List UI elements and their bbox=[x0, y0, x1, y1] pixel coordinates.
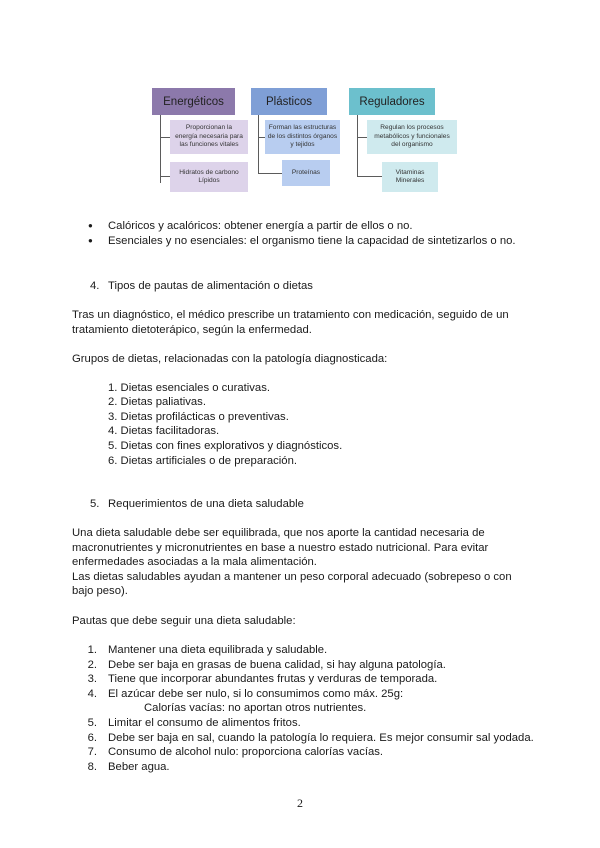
section-number: 4. bbox=[90, 280, 100, 292]
list-item: Tiene que incorporar abundantes frutas y verduras de temporada. bbox=[108, 673, 438, 685]
list-number: 8. bbox=[87, 761, 97, 773]
energeticos-connector-branch bbox=[160, 137, 170, 138]
list-item: Beber agua. bbox=[108, 761, 170, 773]
bullet-item bbox=[88, 234, 93, 248]
list-number: 3. bbox=[87, 673, 97, 685]
reguladores-header bbox=[349, 88, 435, 115]
reguladores-function-box bbox=[367, 120, 457, 154]
plasticos-connector-branch bbox=[258, 173, 282, 174]
box-line: de los distintos órganos bbox=[267, 132, 338, 140]
box-line: las funciones vitales bbox=[179, 141, 239, 149]
box-line: Minerales bbox=[395, 177, 425, 184]
list-item: 3. Dietas profilácticas o preventivas. bbox=[108, 411, 289, 423]
reguladores-connector-branch bbox=[357, 176, 382, 177]
energeticos-function-box bbox=[170, 120, 248, 154]
page-number: 2 bbox=[297, 796, 303, 810]
paragraph-line: enfermedades asociadas a la mala alimentación. bbox=[72, 556, 317, 568]
box-line: Hidratos de carbono bbox=[179, 168, 239, 176]
paragraph-line: tratamiento dietoterápico, según la enfermedad. bbox=[72, 324, 312, 336]
diet-groups-intro: Grupos de dietas, relacionadas con la patología diagnosticada: bbox=[72, 353, 388, 365]
section-number: 5. bbox=[90, 498, 100, 510]
paragraph-line: Las dietas saludables ayudan a mantener un peso corporal adecuado (sobrepeso o con bbox=[72, 571, 512, 583]
rules-intro: Pautas que debe seguir una dieta saludable: bbox=[72, 615, 296, 627]
reguladores-connector-branch bbox=[357, 137, 367, 138]
reguladores-title: Reguladores bbox=[359, 95, 425, 108]
list-number: 6. bbox=[87, 732, 97, 744]
list-item: Mantener una dieta equilibrada y saludable. bbox=[108, 644, 328, 656]
plasticos-title: Plásticos bbox=[265, 95, 313, 108]
energeticos-header bbox=[152, 88, 235, 115]
paragraph-line: Tras un diagnóstico, el médico prescribe un tratamiento con medicación, seguido de un bbox=[72, 309, 509, 321]
box-line: Proporcionan la bbox=[185, 124, 233, 132]
list-item: El azúcar debe ser nulo, si lo consumimos como máx. 25g: bbox=[108, 688, 404, 700]
box-line: y tejidos bbox=[290, 141, 315, 149]
reguladores-examples-box bbox=[382, 162, 438, 192]
energeticos-examples-box bbox=[170, 162, 248, 192]
list-number: 5. bbox=[87, 717, 97, 729]
box-line: energía necesaria para bbox=[175, 132, 243, 140]
list-item: 4. Dietas facilitadoras. bbox=[108, 425, 220, 437]
energeticos-connector-branch bbox=[160, 176, 170, 177]
plasticos-function-box bbox=[265, 120, 340, 154]
section-title: Requerimientos de una dieta saludable bbox=[108, 498, 304, 510]
paragraph-line: bajo peso). bbox=[72, 585, 128, 597]
list-item: 5. Dietas con fines explorativos y diagnósticos. bbox=[108, 440, 343, 452]
plasticos-connector bbox=[258, 115, 259, 174]
plasticos-header bbox=[251, 88, 327, 115]
paragraph-line: macronutrientes y micronutrientes en base a nuestro estado nutricional. Para evitar bbox=[72, 542, 489, 554]
list-number: 1. bbox=[87, 644, 97, 656]
section-title: Tipos de pautas de alimentación o dietas bbox=[108, 280, 313, 292]
box-line: Forman las estructuras bbox=[268, 124, 337, 132]
list-number: 7. bbox=[87, 746, 97, 758]
list-item: Debe ser baja en grasas de buena calidad, si hay alguna patología. bbox=[108, 659, 446, 671]
bullet-text: Esenciales y no esenciales: el organismo tiene la capacidad de sintetizarlos o no. bbox=[108, 235, 516, 247]
list-item: Consumo de alcohol nulo: proporciona calorías vacías. bbox=[108, 746, 384, 758]
bullet-text: Calóricos y acalóricos: obtener energía a partir de ellos o no. bbox=[108, 220, 413, 232]
paragraph-line: Una dieta saludable debe ser equilibrada, que nos aporte la cantidad necesaria de bbox=[72, 527, 485, 539]
list-item: 2. Dietas paliativas. bbox=[108, 396, 206, 408]
box-line: Lípidos bbox=[198, 177, 220, 184]
list-item: Debe ser baja en sal, cuando la patología lo requiera. Es mejor consumir sal yodada. bbox=[108, 732, 534, 744]
bullet-item bbox=[88, 219, 93, 233]
box-line: Regulan los procesos bbox=[380, 124, 444, 132]
box-line: del organismo bbox=[391, 141, 433, 149]
bullet-dot: ● bbox=[88, 221, 93, 230]
list-number: 4. bbox=[87, 688, 97, 700]
list-subitem: Calorías vacías: no aportan otros nutrientes. bbox=[144, 702, 367, 714]
list-item: 1. Dietas esenciales o curativas. bbox=[108, 382, 271, 394]
box-line: Proteínas bbox=[291, 168, 321, 176]
plasticos-examples-box bbox=[282, 160, 330, 186]
box-line: Vitaminas bbox=[395, 168, 425, 176]
bullet-dot: ● bbox=[88, 236, 93, 245]
list-item: 6. Dietas artificiales o de preparación. bbox=[108, 455, 298, 467]
box-line: metabólicos y funcionales bbox=[374, 132, 450, 140]
energeticos-connector bbox=[160, 115, 161, 183]
reguladores-connector bbox=[357, 115, 358, 177]
energeticos-title: Energéticos bbox=[163, 95, 224, 108]
list-number: 2. bbox=[87, 659, 97, 671]
list-item: Limitar el consumo de alimentos fritos. bbox=[108, 717, 301, 729]
